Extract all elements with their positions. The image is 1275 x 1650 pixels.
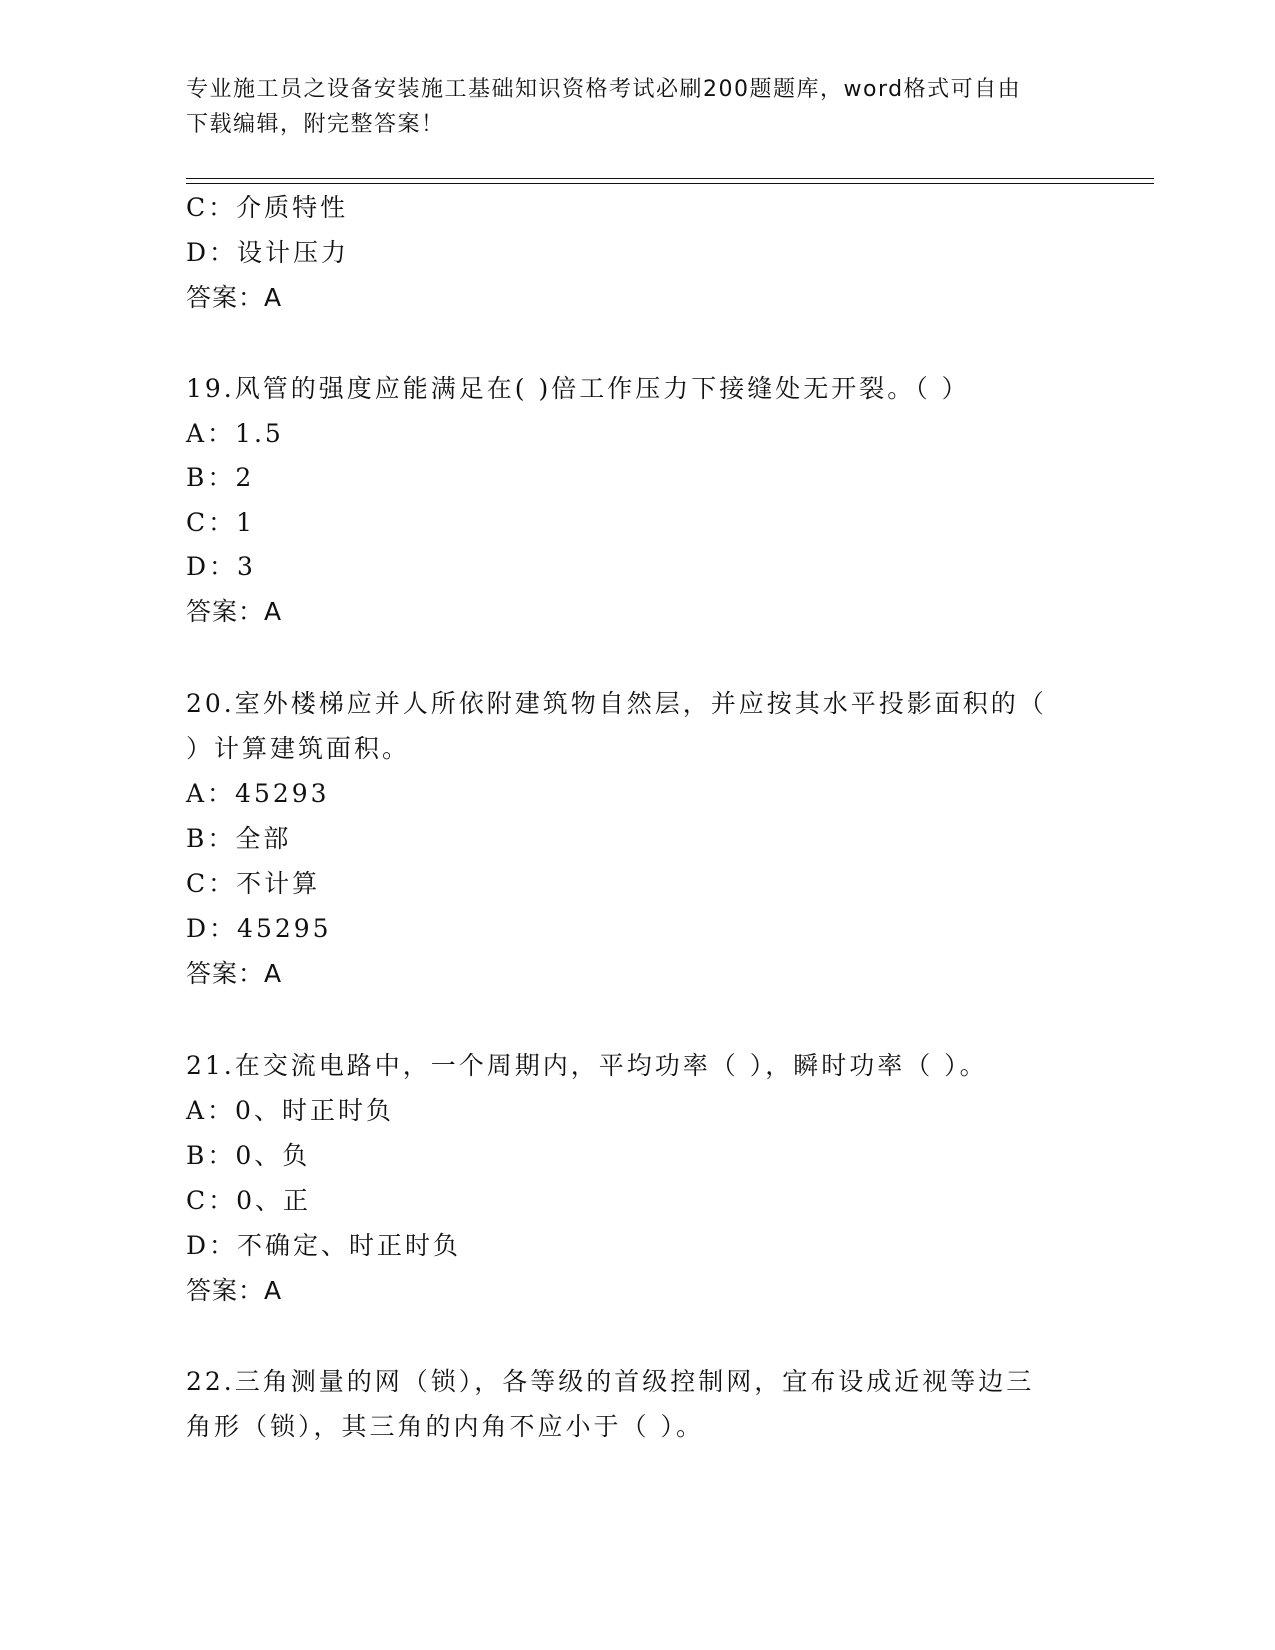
- question-21-option-a: A：0、时正时负: [186, 1096, 394, 1125]
- question-20-option-a: A：45293: [186, 779, 330, 808]
- question-19-answer: 答案：A: [186, 597, 283, 626]
- question-22-stem-line-2: 角形（锁），其三角的内角不应小于（ ）。: [186, 1412, 704, 1441]
- question-20-stem-line-1: 20.室外楼梯应并人所依附建筑物自然层，并应按其水平投影面积的（: [186, 689, 1047, 718]
- question-21-option-b: B：0、负: [186, 1141, 311, 1170]
- prev-option-c: C：介质特性: [186, 193, 349, 222]
- question-22-stem-line-1: 22.三角测量的网（锁），各等级的首级控制网，宜布设成近视等边三: [186, 1367, 1035, 1396]
- question-20-answer: 答案：A: [186, 959, 283, 988]
- header-title-line-1: 专业施工员之设备安装施工基础知识资格考试必刷200题题库，word格式可自由: [186, 77, 1022, 102]
- question-21-option-c: C：0、正: [186, 1186, 312, 1215]
- header-divider-top: [186, 178, 1154, 179]
- header-divider-bottom: [186, 183, 1154, 184]
- question-19-stem: 19.风管的强度应能满足在( )倍工作压力下接缝处无开裂。（ ）: [186, 374, 970, 403]
- header-title-line-2: 下载编辑，附完整答案！: [186, 112, 445, 137]
- question-21-option-d: D：不确定、时正时负: [186, 1231, 462, 1260]
- document-header: [186, 72, 1066, 142]
- question-20-option-b: B：全部: [186, 824, 292, 853]
- question-20-stem-line-2: ）计算建筑面积。: [186, 734, 411, 763]
- question-21-stem: 21.在交流电路中，一个周期内，平均功率（ ），瞬时功率（ ）。: [186, 1051, 988, 1080]
- question-19-option-b: B：2: [186, 463, 255, 492]
- prev-answer: 答案：A: [186, 283, 283, 312]
- question-19-option-a: A：1.5: [186, 419, 284, 448]
- question-20-option-d: D：45295: [186, 914, 332, 943]
- question-21-answer: 答案：A: [186, 1276, 283, 1305]
- question-19-option-d: D：3: [186, 552, 256, 581]
- question-19-option-c: C：1: [186, 508, 256, 537]
- question-20-option-c: C：不计算: [186, 869, 321, 898]
- prev-option-d: D：设计压力: [186, 238, 350, 267]
